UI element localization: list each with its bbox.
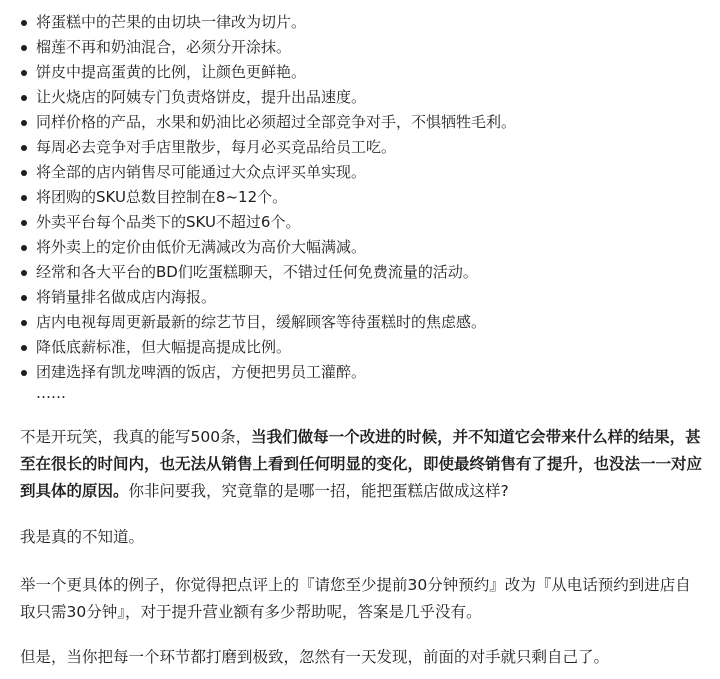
- list-item-text: 将全部的店内销售尽可能通过大众点评买单实现。: [36, 163, 367, 181]
- bullet-dot-icon: [21, 270, 27, 276]
- list-item: [20, 10, 702, 35]
- list-item: [20, 110, 702, 135]
- list-item: [20, 160, 702, 185]
- list-item: [20, 210, 702, 235]
- list-item: [20, 285, 702, 310]
- paragraph-example: 举一个更具体的例子，你觉得把点评上的『请您至少提前30分钟预约』改为『从电话预约到进店自取只需30分钟』，对于提升营业额有多少帮助呢，答案是几乎没有。: [20, 576, 691, 621]
- bullet-dot-icon: [21, 295, 27, 301]
- list-item-text: 饼皮中提高蛋黄的比例，让颜色更鲜艳。: [36, 63, 307, 81]
- paragraph-text: 不是开玩笑，我真的能写500条，: [20, 428, 252, 446]
- bullet-dot-icon: [21, 195, 27, 201]
- list-item: [20, 335, 702, 360]
- list-item: [20, 235, 702, 260]
- list-item-text: 同样价格的产品，水果和奶油比必须超过全部竞争对手，不惧牺牲毛利。: [36, 113, 517, 131]
- bullet-dot-icon: [21, 145, 27, 151]
- bullet-dot-icon: [21, 20, 27, 26]
- list-item: [20, 35, 702, 60]
- list-item-text: 让火烧店的阿姨专门负责烙饼皮，提升出品速度。: [36, 88, 367, 106]
- list-item-text: 将销量排名做成店内海报。: [36, 288, 217, 306]
- bullet-dot-icon: [21, 370, 27, 376]
- list-item-text: 店内电视每周更新最新的综艺节目，缓解顾客等待蛋糕时的焦虑感。: [36, 313, 487, 331]
- list-ellipsis: ……: [36, 384, 66, 402]
- paragraph-short: 我是真的不知道。: [20, 528, 145, 546]
- list-item-text: 榴莲不再和奶油混合，必须分开涂抹。: [36, 38, 292, 56]
- list-item-text: 将蛋糕中的芒果的由切块一律改为切片。: [36, 13, 307, 31]
- list-item-text: 降低底薪标准，但大幅提高提成比例。: [36, 338, 292, 356]
- bullet-dot-icon: [21, 345, 27, 351]
- list-item-text: 每周必去竞争对手店里散步，每月必买竞品给员工吃。: [36, 138, 397, 156]
- list-item: [20, 185, 702, 210]
- list-item-text: 经常和各大平台的BD们吃蛋糕聊天，不错过任何免费流量的活动。: [36, 263, 478, 281]
- bullet-dot-icon: [21, 170, 27, 176]
- bullet-dot-icon: [21, 70, 27, 76]
- list-item: [20, 360, 702, 385]
- bullet-dot-icon: [21, 220, 27, 226]
- bullet-dot-icon: [21, 45, 27, 51]
- list-item: [20, 60, 702, 85]
- list-item: [20, 85, 702, 110]
- bullet-dot-icon: [21, 120, 27, 126]
- list-item: [20, 135, 702, 160]
- list-item: [20, 310, 702, 335]
- paragraph-text: 你非问要我，究竟靠的是哪一招，能把蛋糕店做成这样?: [128, 482, 509, 500]
- paragraph-bold-text: 当我们做每一个改进的时候，并不知道它会带来什么样的结果，甚至在很长的时间内，也无法从销售上看到任何明显的变化，即使最终销售有了提升，也没法一一对应到具体的原因。: [20, 428, 703, 500]
- bullet-dot-icon: [21, 320, 27, 326]
- bullet-dot-icon: [21, 95, 27, 101]
- bullet-dot-icon: [21, 245, 27, 251]
- bullet-list: [20, 10, 702, 385]
- list-item-text: 将团购的SKU总数目控制在8~12个。: [36, 188, 288, 206]
- list-item-text: 外卖平台每个品类下的SKU不超过6个。: [36, 213, 301, 231]
- list-item: [20, 260, 702, 285]
- list-item-text: 将外卖上的定价由低价无满减改为高价大幅满减。: [36, 238, 367, 256]
- paragraph-main: [20, 424, 702, 505]
- paragraph-conclusion: 但是，当你把每一个环节都打磨到极致，忽然有一天发现，前面的对手就只剩自己了。: [20, 648, 610, 666]
- list-item-text: 团建选择有凯龙啤酒的饭店，方便把男员工灌醉。: [36, 363, 367, 381]
